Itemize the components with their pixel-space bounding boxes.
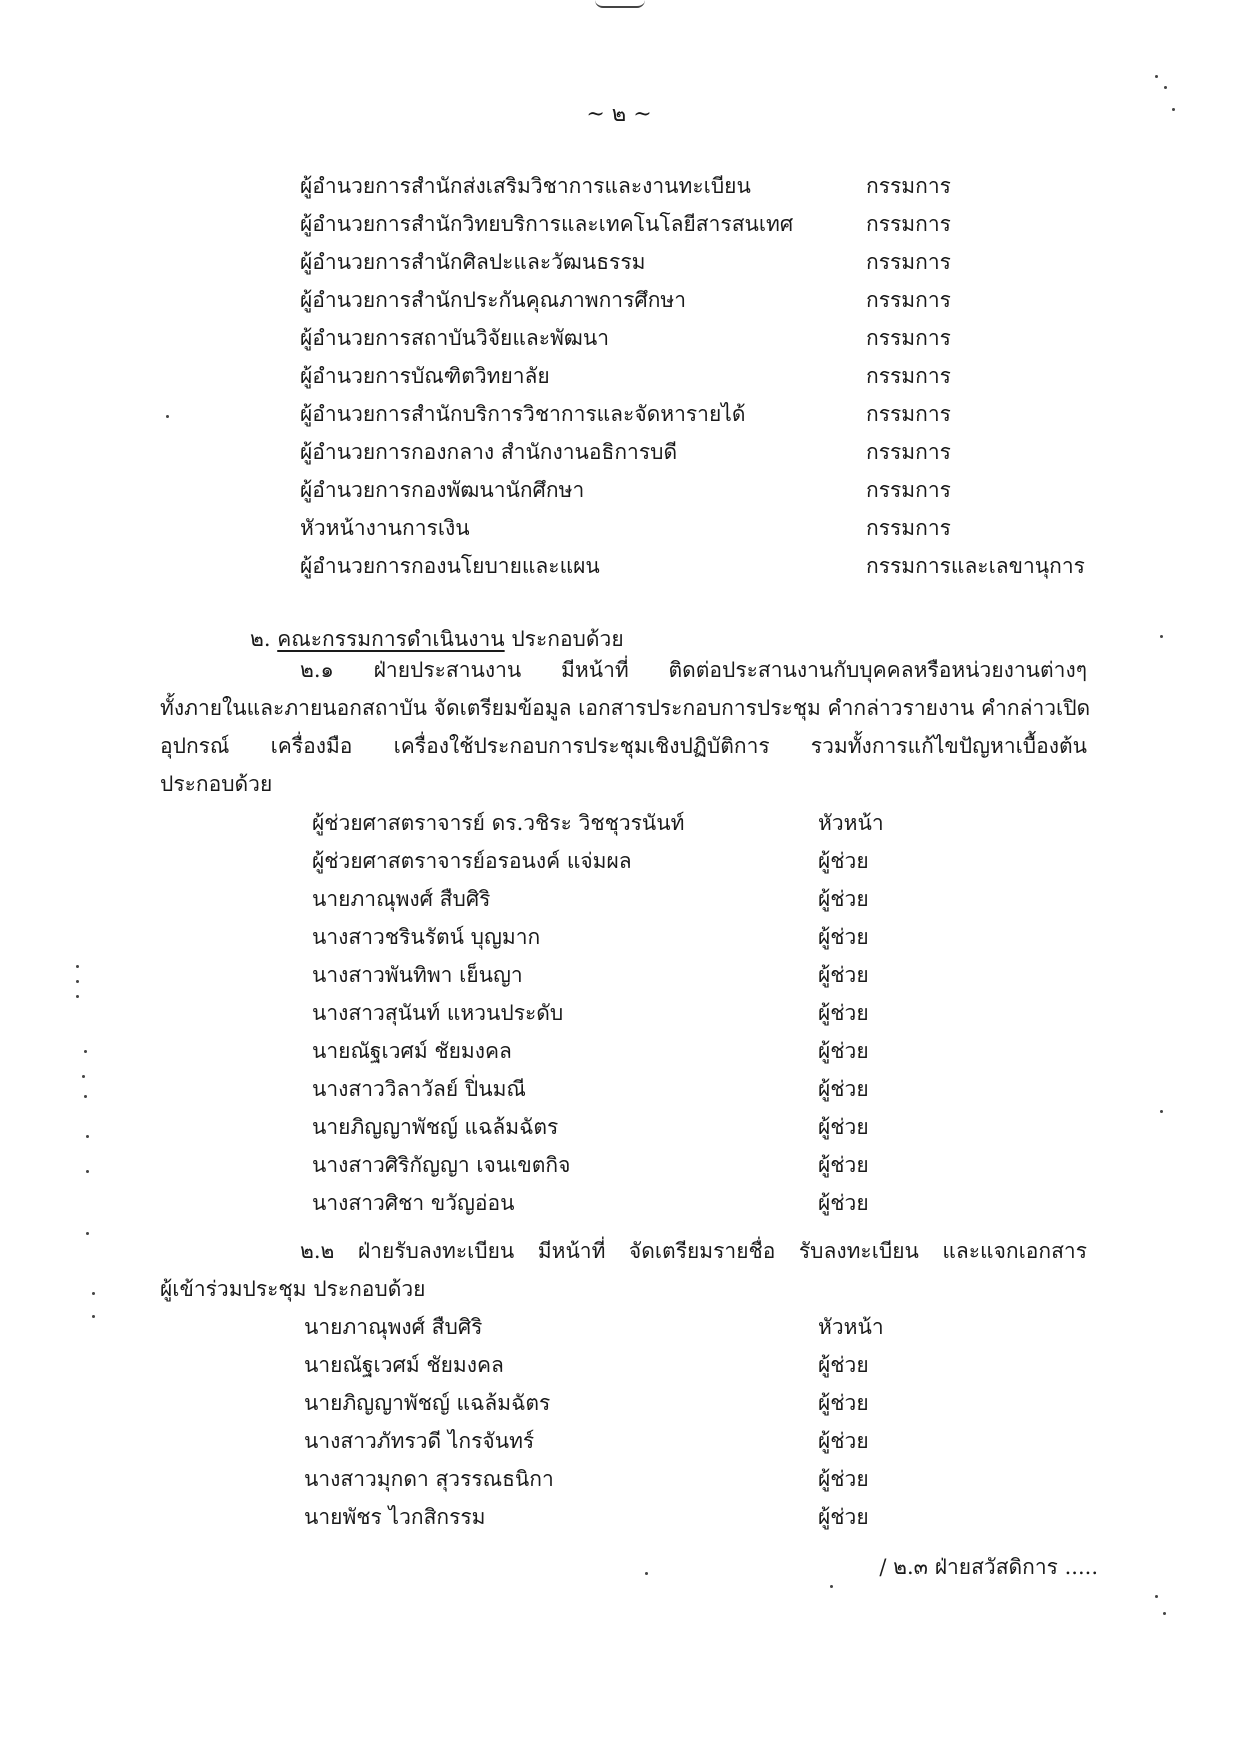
committee-member-role: กรรมการ <box>866 402 951 426</box>
committee-member-title: ผู้อำนวยการสำนักส่งเสริมวิชาการและงานทะเบียน <box>300 174 751 198</box>
paragraph-line: ประกอบด้วย <box>160 772 273 796</box>
member-name: นางสาวพันทิพา เย็นญา <box>312 963 523 987</box>
committee-member-title: ผู้อำนวยการสำนักศิลปะและวัฒนธรรม <box>300 250 646 274</box>
committee-member-role: กรรมการและเลขานุการ <box>866 554 1085 578</box>
member-name: นายณัฐเวศม์ ชัยมงคล <box>304 1353 504 1377</box>
committee-member-role: กรรมการ <box>866 250 951 274</box>
committee-member-title: ผู้อำนวยการกองกลาง สำนักงานอธิการบดี <box>300 440 678 464</box>
member-role: ผู้ช่วย <box>818 887 869 911</box>
member-role: ผู้ช่วย <box>818 1191 869 1215</box>
scan-speck <box>166 415 169 418</box>
member-role: ผู้ช่วย <box>818 1153 869 1177</box>
member-name: นายภิญญาพัชญ์ แฉล้มฉัตร <box>304 1391 551 1415</box>
scan-mark <box>595 0 645 8</box>
committee-member-role: กรรมการ <box>866 516 951 540</box>
member-role: ผู้ช่วย <box>818 1077 869 1101</box>
scan-speck <box>84 1050 87 1053</box>
scan-speck <box>1172 108 1175 111</box>
member-role: หัวหน้า <box>818 1315 884 1339</box>
scan-speck <box>1155 75 1158 78</box>
member-name: นางสาวชรินรัตน์ บุญมาก <box>312 925 541 949</box>
member-role: ผู้ช่วย <box>818 1353 869 1377</box>
scan-speck <box>1155 1595 1158 1598</box>
committee-member-role: กรรมการ <box>866 288 951 312</box>
scan-speck <box>1163 1612 1166 1615</box>
section-title: คณะกรรมการดำเนินงาน <box>277 627 505 651</box>
committee-member-title: ผู้อำนวยการบัณฑิตวิทยาลัย <box>300 364 550 388</box>
paragraph-line: ผู้เข้าร่วมประชุม ประกอบด้วย <box>160 1277 426 1301</box>
committee-member-title: ผู้อำนวยการสำนักประกันคุณภาพการศึกษา <box>300 288 687 312</box>
member-role: ผู้ช่วย <box>818 1429 869 1453</box>
scan-speck <box>1164 86 1167 89</box>
section-number: ๒. <box>250 627 271 651</box>
committee-member-role: กรรมการ <box>866 326 951 350</box>
committee-member-role: กรรมการ <box>866 440 951 464</box>
member-role: หัวหน้า <box>818 811 884 835</box>
member-name: นายภาณุพงศ์ สืบศิริ <box>304 1315 483 1339</box>
committee-member-title: หัวหน้างานการเงิน <box>300 516 470 540</box>
scan-speck <box>76 980 79 983</box>
member-role: ผู้ช่วย <box>818 1505 869 1529</box>
member-role: ผู้ช่วย <box>818 1391 869 1415</box>
member-name: นางสาวศิชา ขวัญอ่อน <box>312 1191 515 1215</box>
scan-speck <box>92 1292 95 1295</box>
scan-speck <box>86 1135 89 1138</box>
committee-member-title: ผู้อำนวยการสำนักวิทยบริการและเทคโนโลยีสารสนเทศ <box>300 212 794 236</box>
committee-member-role: กรรมการ <box>866 212 951 236</box>
member-name: นางสาวศิริกัญญา เจนเขตกิจ <box>312 1153 571 1177</box>
paragraph-line: อุปกรณ์ เครื่องมือ เครื่องใช้ประกอบการประชุมเชิงปฏิบัติการ รวมทั้งการแก้ไขปัญหาเบื้องต้น <box>160 734 1087 758</box>
paragraph-line: ทั้งภายในและภายนอกสถาบัน จัดเตรียมข้อมูล เอกสารประกอบการประชุม คำกล่าวรายงาน คำกล่าวเปิด <box>160 696 1091 720</box>
scan-speck <box>1160 635 1163 638</box>
member-role: ผู้ช่วย <box>818 925 869 949</box>
continuation-note: / ๒.๓ ฝ่ายสวัสดิการ ..... <box>879 1555 1098 1579</box>
committee-member-title: ผู้อำนวยการสถาบันวิจัยและพัฒนา <box>300 326 610 350</box>
committee-member-role: กรรมการ <box>866 364 951 388</box>
scan-speck <box>830 1585 833 1588</box>
member-role: ผู้ช่วย <box>818 963 869 987</box>
section-heading <box>250 623 624 656</box>
member-name: นายณัฐเวศม์ ชัยมงคล <box>312 1039 512 1063</box>
scan-speck <box>645 1572 648 1575</box>
member-name: นางสาววิลาวัลย์ ปิ่นมณี <box>312 1077 526 1101</box>
member-name: นางสาวมุกดา สุวรรณธนิกา <box>304 1467 554 1491</box>
scan-speck <box>84 1095 87 1098</box>
scan-speck <box>76 965 79 968</box>
scan-speck <box>76 995 79 998</box>
member-name: นายพัชร ไวกสิกรรม <box>304 1505 486 1529</box>
member-name: ผู้ช่วยศาสตราจารย์ ดร.วชิระ วิชชุวรนันท์ <box>312 811 685 835</box>
committee-member-title: ผู้อำนวยการสำนักบริการวิชาการและจัดหารายได้ <box>300 402 746 426</box>
paragraph-line: ๒.๑ ฝ่ายประสานงาน มีหน้าที่ ติดต่อประสานงานกับบุคคลหรือหน่วยงานต่างๆ <box>300 658 1087 682</box>
scan-speck <box>1160 1110 1163 1113</box>
member-name: นายภิญญาพัชญ์ แฉล้มฉัตร <box>312 1115 559 1139</box>
paragraph-line: ๒.๒ ฝ่ายรับลงทะเบียน มีหน้าที่ จัดเตรียมรายชื่อ รับลงทะเบียน และแจกเอกสาร <box>300 1239 1087 1263</box>
page-number: ~ ๒ ~ <box>586 102 652 127</box>
member-name: ผู้ช่วยศาสตราจารย์อรอนงค์ แจ่มผล <box>312 849 632 873</box>
scan-speck <box>82 1075 85 1078</box>
member-role: ผู้ช่วย <box>818 1115 869 1139</box>
member-name: นายภาณุพงศ์ สืบศิริ <box>312 887 491 911</box>
member-role: ผู้ช่วย <box>818 1039 869 1063</box>
committee-member-role: กรรมการ <box>866 478 951 502</box>
member-role: ผู้ช่วย <box>818 849 869 873</box>
committee-member-role: กรรมการ <box>866 174 951 198</box>
member-role: ผู้ช่วย <box>818 1467 869 1491</box>
scan-speck <box>92 1315 95 1318</box>
member-name: นางสาวสุนันท์ แหวนประดับ <box>312 1001 564 1025</box>
committee-member-title: ผู้อำนวยการกองนโยบายและแผน <box>300 554 600 578</box>
scan-speck <box>86 1232 89 1235</box>
member-name: นางสาวภัทรวดี ไกรจันทร์ <box>304 1429 535 1453</box>
committee-member-title: ผู้อำนวยการกองพัฒนานักศึกษา <box>300 478 585 502</box>
scan-speck <box>86 1170 89 1173</box>
member-role: ผู้ช่วย <box>818 1001 869 1025</box>
section-title-suffix: ประกอบด้วย <box>511 627 624 651</box>
